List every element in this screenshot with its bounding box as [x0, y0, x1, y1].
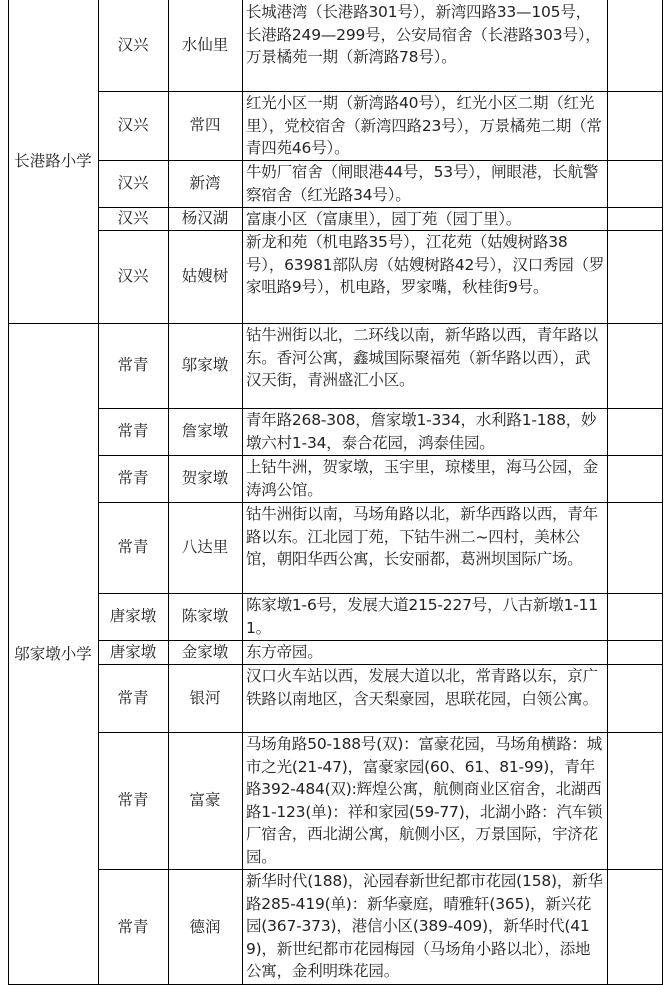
table-rule [98, 593, 662, 594]
street-cell: 唐家墩 [109, 607, 157, 626]
address-cell: 红光小区一期（新湾路40号），红光小区二期（红光里），党校宿舍（新湾四路23号），万景橘苑二期（常青四苑46号）。 [246, 94, 602, 157]
address-cell: 青年路268-308，詹家墩1-334，水利路1-188，妙墩六村1-34，泰合花园，鸿泰佳园。 [246, 411, 597, 452]
street-cell: 汉兴 [117, 267, 149, 286]
street-cell: 汉兴 [117, 174, 149, 193]
empty-cell [607, 664, 662, 732]
table-rule [242, 0, 243, 985]
empty-cell [607, 502, 662, 593]
community-cell: 新湾 [189, 174, 221, 193]
table-rule [662, 0, 663, 985]
community-cell: 陈家墩 [181, 607, 229, 626]
table-rule [98, 664, 662, 665]
address-cell: 富康小区（富康里），园丁苑（园丁里）。 [246, 210, 522, 228]
table-rule [98, 408, 662, 409]
table-rule [98, 502, 662, 503]
empty-cell [607, 455, 662, 502]
community-cell: 杨汉湖 [181, 209, 229, 228]
empty-cell [607, 593, 662, 640]
school-name-cell: 邬家墩小学 [14, 644, 92, 663]
address-cell: 新龙和苑（机电路35号），江花苑（姑嫂树路38号），63981部队房（姑嫂树路42号），汉口秀园（罗家咀路9号），机电路，罗家嘴，秋桂街9号。 [246, 233, 605, 296]
community-cell: 水仙里 [181, 36, 229, 55]
address-cell: 上钴牛洲，贺家墩，玉宇里，琼楼里，海马公园，金涛鸿公馆。 [246, 458, 598, 499]
street-cell: 常青 [117, 469, 149, 488]
street-cell: 汉兴 [117, 116, 149, 135]
address-cell: 牛奶厂宿舍（闸眼港44号，53号），闸眼港，长航警察宿舍（红光路34号）。 [246, 163, 599, 204]
address-cell: 钴牛洲街以南，马场角路以北，新华西路以西，青年路以东。江北园丁苑，下钴牛洲二~四村，美林公馆，朝阳华西公寓，长安丽都，葛洲坝国际广场。 [246, 505, 598, 568]
table-rule [98, 160, 662, 161]
empty-cell [607, 640, 662, 664]
community-cell: 常四 [189, 116, 221, 135]
address-cell: 东方帝园。 [246, 643, 323, 661]
table-rule [98, 640, 662, 641]
community-cell: 富豪 [189, 791, 221, 810]
community-cell: 贺家墩 [181, 469, 229, 488]
street-cell: 常青 [117, 688, 149, 707]
table-rule [607, 0, 608, 985]
table-rule [8, 0, 9, 985]
street-cell: 常青 [117, 422, 149, 441]
table-rule [98, 0, 99, 985]
empty-cell [607, 230, 662, 323]
empty-cell [607, 0, 662, 91]
community-cell: 德润 [189, 917, 221, 936]
table-rule [168, 0, 169, 985]
address-cell: 钴牛洲街以北，二环线以南，新华路以西，青年路以东。香河公寓，鑫城国际聚福苑（新华路以西），武汉天街，青洲盛汇小区。 [246, 326, 598, 389]
street-cell: 唐家墩 [109, 642, 157, 661]
empty-cell [607, 732, 662, 869]
school-name-cell: 长港路小学 [14, 152, 92, 171]
table-rule [98, 455, 662, 456]
community-cell: 邬家墩 [181, 356, 229, 375]
table-rule [98, 207, 662, 208]
table-rule [8, 323, 662, 324]
empty-cell [607, 91, 662, 160]
community-cell: 银河 [189, 688, 221, 707]
street-cell: 常青 [117, 917, 149, 936]
empty-cell [607, 408, 662, 455]
street-cell: 常青 [117, 356, 149, 375]
street-cell: 常青 [117, 538, 149, 557]
community-cell: 姑嫂树 [181, 267, 229, 286]
community-cell: 詹家墩 [181, 422, 229, 441]
street-cell: 汉兴 [117, 36, 149, 55]
street-cell: 常青 [117, 791, 149, 810]
community-cell: 金家墩 [181, 642, 229, 661]
empty-cell [607, 869, 662, 985]
table-rule [98, 91, 662, 92]
community-cell: 八达里 [181, 538, 229, 557]
address-cell: 马场角路50-188号(双)：富豪花园，马场角横路：城市之光(21-47)，富豪家园(60、61、81-99)，青年路392-484(双):辉煌公寓，航侧商业区宿舍，北湖西路1-123(单)：祥和家园(59-77)，北湖小路：汽车锁厂宿舍，西北湖公寓，航侧小区，万景国际，宇济花园。 [246, 735, 603, 866]
empty-cell [607, 160, 662, 207]
empty-cell [607, 323, 662, 408]
address-cell: 汉口火车站以西，发展大道以北，常青路以东，京广铁路以南地区，含天梨豪园，思联花园，白领公寓。 [246, 667, 598, 708]
address-cell: 新华时代(188)，沁园春新世纪都市花园(158)，新华路285-419(单)：新华豪庭，晴雅轩(365)，新兴花园(367-373)，港信小区(389-409)，新华时代(419)，新世纪都市花园梅园（马场角小路以北），添地公寓，金利明珠花园。 [246, 872, 603, 980]
address-cell: 长城港湾（长港路301号），新湾四路33—105号，长港路249—299号，公安局宿舍（长港路303号），万景橘苑一期（新湾路78号）。 [246, 3, 601, 66]
table-rule [98, 230, 662, 231]
street-cell: 汉兴 [117, 209, 149, 228]
empty-cell [607, 207, 662, 230]
address-cell: 陈家墩1-6号，发展大道215-227号，八古新墩1-111。 [246, 596, 598, 637]
table-rule [98, 732, 662, 733]
table-rule [98, 869, 662, 870]
